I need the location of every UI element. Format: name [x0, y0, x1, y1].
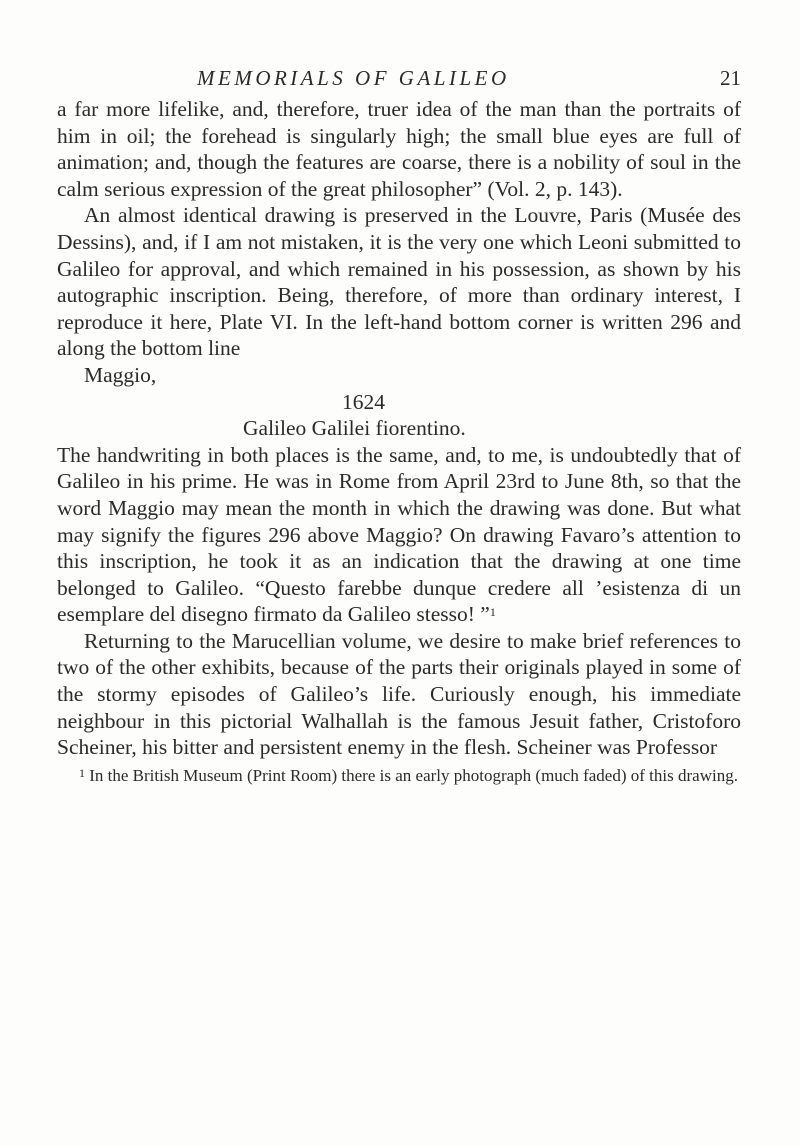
running-head	[57, 62, 741, 96]
paragraph-3	[57, 442, 741, 628]
footnote-text: In the British Museum (Print Room) there is an early photograph (much faded) of this drawing.	[85, 765, 738, 785]
inscription-line-3: Galileo Galilei fiorentino.	[243, 416, 466, 441]
body-text	[57, 96, 741, 761]
inscription-line-1: Maggio,	[84, 362, 157, 387]
paragraph-2: An almost identical drawing is preserved in the Louvre, Paris (Musée des Dessins), and, if I am not mistaken, it is the very one which Leoni submitted to Galileo for approval, and which remained in his possession, as shown by his autographic inscription. Being, therefore, of more than ordinary interest, I reproduce it here, Plate VI. In the left-hand bottom corner is written 296 and along the bottom line	[57, 203, 741, 361]
running-head-title: MEMORIALS OF GALILEO	[197, 66, 510, 90]
footnote-marker: 1	[79, 765, 85, 780]
inscription-line-2: 1624	[342, 389, 385, 414]
book-page	[57, 62, 741, 786]
paragraph-3-text: The handwriting in both places is the same, and, to me, is undoubtedly that of Galileo in his prime. He was in Rome from April 23rd to June 8th, so that the word Maggio may mean the month in which the drawing was done. But what may signify the figures 296 above Maggio? On drawing Favaro’s attention to this inscription, he took it as an indication that the drawing at one time belonged to Galileo. “Questo farebbe dunque credere all ’esistenza di un esemplare del disegno firmato da Galileo stesso! ”	[57, 442, 741, 627]
page-number: 21	[720, 66, 741, 90]
footnote	[57, 765, 741, 786]
footnote-reference: 1	[489, 605, 496, 620]
paragraph-1: a far more lifelike, and, therefore, truer idea of the man than the portraits of him in oil; the forehead is singularly high; the small blue eyes are full of animation; and, though the features are coarse, there is a nobility of soul in the calm serious expression of the great philosopher” (Vol. 2, p. 143).	[57, 97, 741, 201]
paragraph-4: Returning to the Marucellian volume, we desire to make brief references to two of the other exhibits, because of the parts their originals played in some of the stormy episodes of Galileo’s life. Curiously enough, his immediate neighbour in this pictorial Walhallah is the famous Jesuit father, Cristoforo Scheiner, his bitter and persistent enemy in the flesh. Scheiner was Professor	[57, 628, 741, 760]
